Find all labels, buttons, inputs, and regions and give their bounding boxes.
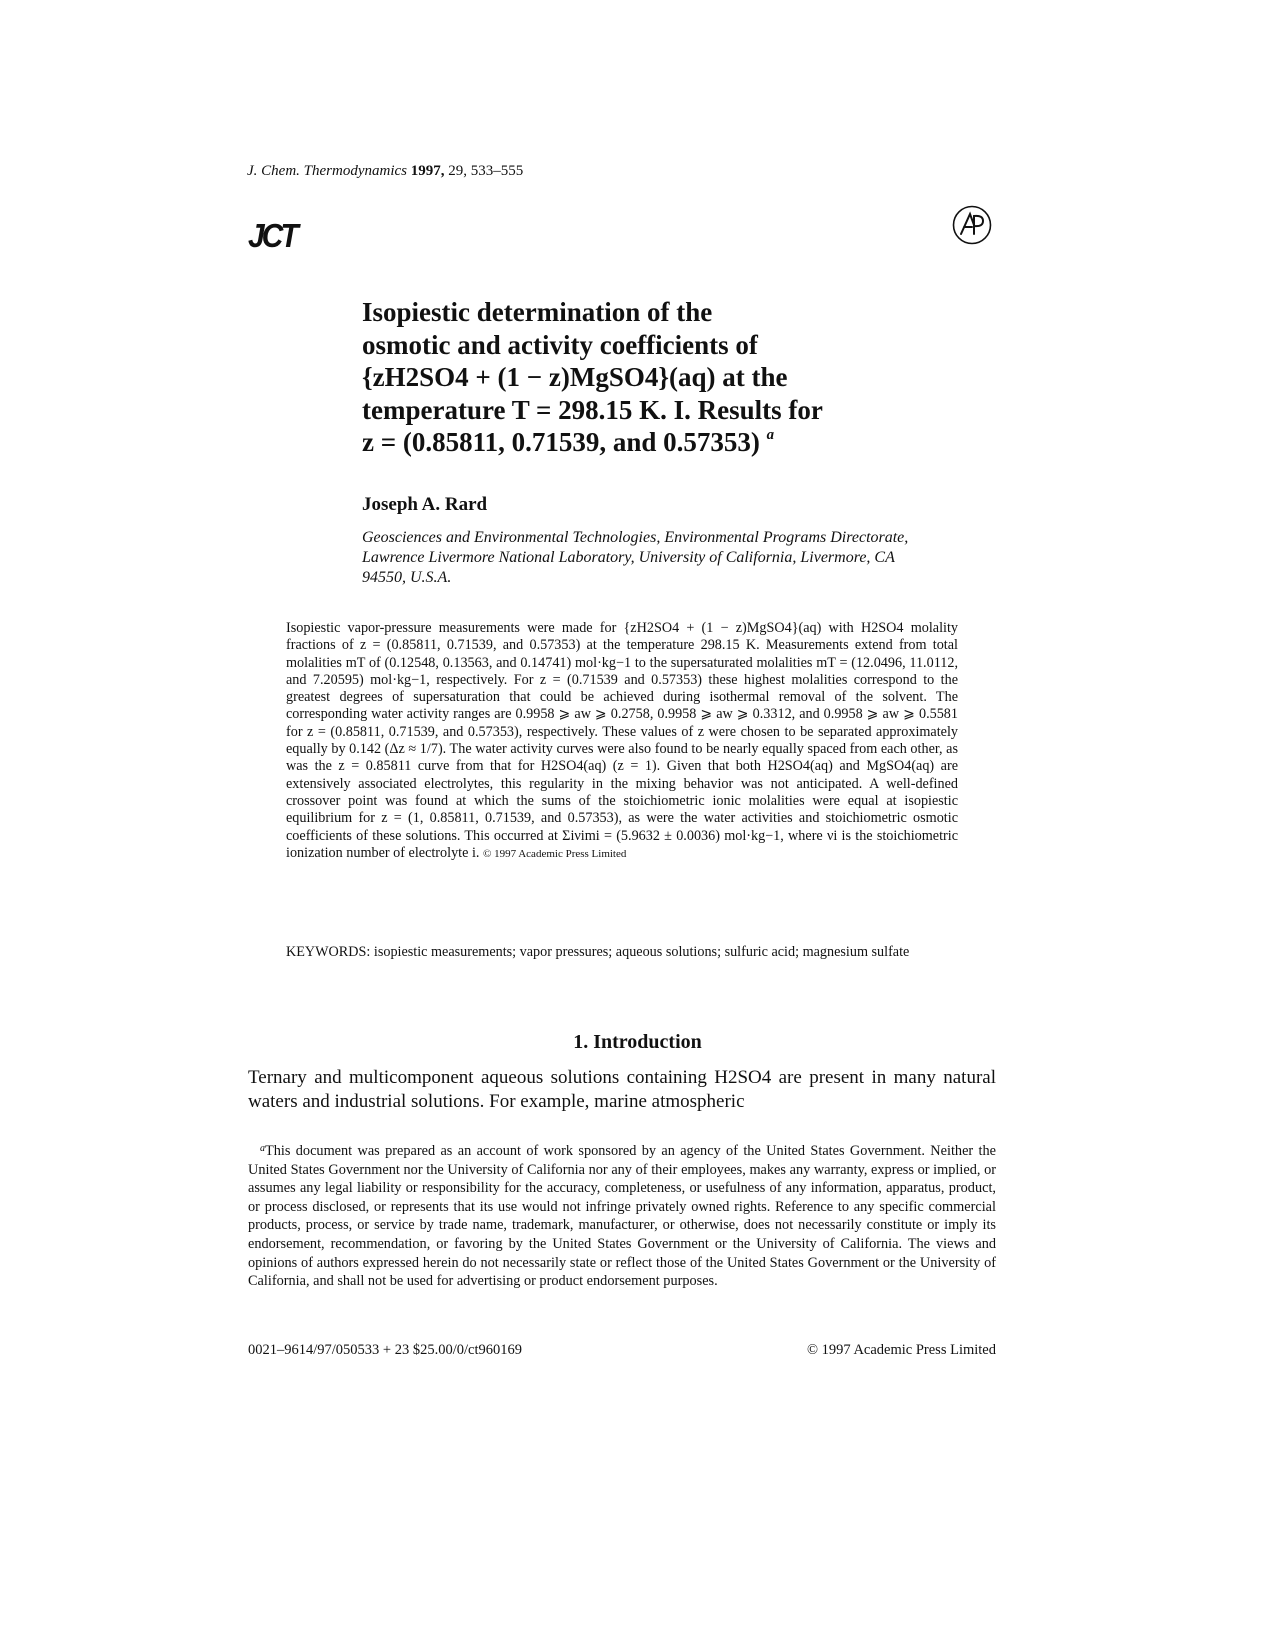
article-title: [362, 296, 922, 459]
journal-year: 1997,: [410, 163, 445, 179]
title-line: {zH2SO4 + (1 − z)MgSO4}(aq) at the: [362, 362, 788, 392]
author-name: Joseph A. Rard: [362, 494, 488, 515]
title-line: z = (0.85811, 0.71539, and 0.57353): [362, 427, 760, 457]
abstract-text: Isopiestic vapor-pressure measurements were made for {zH2SO4 + (1 − z)MgSO4}(aq) with H2SO4 molality fractions of z = (0.85811, 0.71539, and 0.57353) at the temperature 298.15 K. Measurements extend from total molalities mT of (0.12548, 0.13563, and 0.14741) mol·kg−1 to the supersaturated molalities mT = (12.0496, 11.0112, and 7.20595) mol·kg−1, respectively. For z = (0.71539 and 0.57353) these highest molalities correspond to the greatest degrees of supersaturation that could be achieved during isothermal removal of the solvent. The corresponding water activity ranges are 0.9958 ⩾ aw ⩾ 0.2758, 0.9958 ⩾ aw ⩾ 0.3312, and 0.9958 ⩾ aw ⩾ 0.5581 for z = (0.85811, 0.71539, and 0.57353), respectively. These values of z were chosen to be separated approximately equally by 0.142 (Δz ≈ 1/7). The water activity curves were also found to be nearly equally spaced from each other, as was the z = 0.85811 curve from that for H2SO4(aq) (z = 1). Given that both H2SO4(aq) and MgSO4(aq) are extensively associated electrolytes, this regularity in the mixing behavior was not anticipated. A well-defined crossover point was found at which the sums of the stoichiometric ionic molalities were equal at isopiestic equilibrium for z = (1, 0.85811, 0.71539, and 0.57353), as were the water activities and stoichiometric osmotic coefficients of these solutions. This occurred at Σiνimi = (5.9632 ± 0.0036) mol·kg−1, where νi is the stoichiometric ionization number of electrolyte i.: [286, 620, 958, 861]
keywords: KEYWORDS: isopiestic measurements; vapor pressures; aqueous solutions; sulfuric acid; magnesium sulfate: [286, 944, 910, 960]
title-line-last: [362, 426, 922, 459]
footnote-mark: a: [260, 1143, 265, 1154]
title-line: osmotic and activity coefficients of: [362, 329, 758, 360]
abstract: [286, 620, 958, 863]
introduction-text: Ternary and multicomponent aqueous solutions containing H2SO4 are present in many natural waters and industrial solutions. For example, marine atmospheric: [248, 1067, 996, 1112]
article-code: 0021–9614/97/050533 + 23 $25.00/0/ct960169: [248, 1342, 523, 1358]
author-affiliation: Geosciences and Environmental Technologies, Environmental Programs Directorate, Lawrence Livermore National Laboratory, University of California, Livermore, CA 94550, U.S.A.: [362, 529, 909, 586]
footnote-text: This document was prepared as an account of work sponsored by an agency of the United States Government. Neither the United States Government nor the University of California nor any of their employees, makes any warranty, express or implied, or assumes any legal liability or responsibility for the accuracy, completeness, or usefulness of any information, apparatus, product, or process disclosed, or represents that its use would not infringe privately owned rights. Reference to any specific commercial products, process, or service by trade name, trademark, manufacturer, or otherwise, does not necessarily constitute or imply its endorsement, recommendation, or favoring by the United States Government or the University of California. The views and opinions of authors expressed herein do not necessarily state or reflect those of the United States Government or the University of California, and shall not be used for advertising or product endorsement purposes.: [248, 1143, 996, 1290]
footer-copyright: © 1997 Academic Press Limited: [806, 1342, 996, 1358]
jct-logo: JCT: [248, 218, 296, 255]
title-line: Isopiestic determination of the: [362, 297, 713, 327]
journal-name: J. Chem. Thermodynamics: [247, 163, 407, 179]
footnote: [248, 1142, 996, 1291]
abstract-copyright: © 1997 Academic Press Limited: [482, 847, 627, 860]
title-line: temperature T = 298.15 K. I. Results for: [362, 394, 823, 425]
journal-pages: 29, 533–555: [448, 163, 524, 179]
title-footnote-mark: a: [766, 427, 775, 444]
ap-publisher-logo-icon: [952, 205, 992, 245]
journal-citation: [247, 163, 523, 180]
section-heading: 1. Introduction: [573, 1031, 702, 1053]
